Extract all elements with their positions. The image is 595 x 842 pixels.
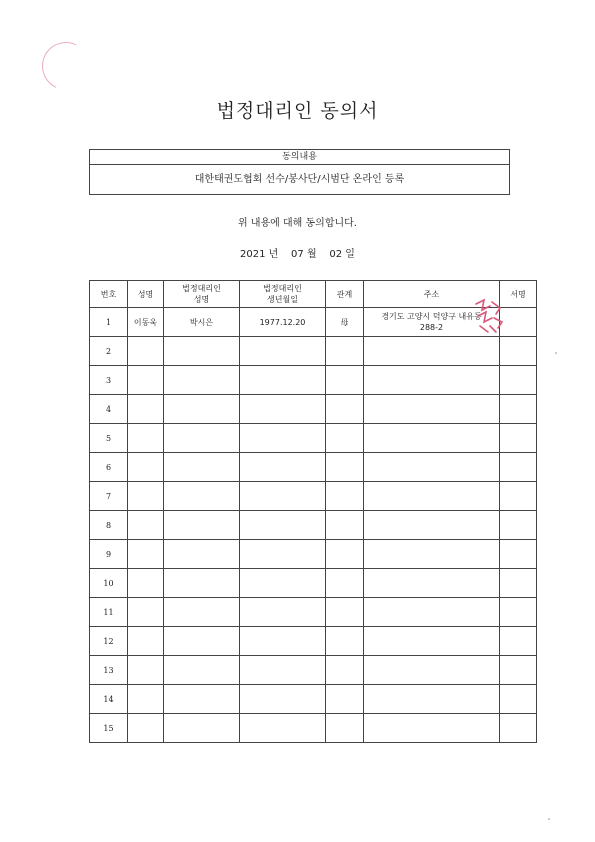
cell-guardian-birth <box>240 627 326 656</box>
cell-relation <box>326 366 364 395</box>
header-guardian-name: 법정대리인 성명 <box>164 281 240 308</box>
cell-name <box>128 569 164 598</box>
consent-heading: 동의내용 <box>90 150 509 165</box>
cell-guardian-birth <box>240 540 326 569</box>
table-row <box>90 656 537 685</box>
cell-guardian-birth: 1977.12.20 <box>240 308 326 337</box>
cell-no: 6 <box>90 453 128 482</box>
cell-signature <box>500 540 537 569</box>
cell-guardian-name <box>164 656 240 685</box>
corner-stamp-mark <box>35 35 97 97</box>
table-row <box>90 540 537 569</box>
cell-signature <box>500 627 537 656</box>
table-row <box>90 569 537 598</box>
date-month-unit: 월 <box>306 249 317 260</box>
cell-name <box>128 366 164 395</box>
guardian-table <box>89 280 537 743</box>
cell-no: 1 <box>90 308 128 337</box>
cell-relation <box>326 714 364 743</box>
cell-guardian-name: 박시은 <box>164 308 240 337</box>
cell-relation <box>326 453 364 482</box>
date-day: 02 <box>329 249 343 260</box>
cell-guardian-birth <box>240 569 326 598</box>
cell-signature <box>500 656 537 685</box>
header-no: 번호 <box>90 281 128 308</box>
cell-guardian-birth <box>240 366 326 395</box>
header-address: 주소 <box>364 281 500 308</box>
scan-speck <box>555 352 557 354</box>
cell-guardian-birth <box>240 453 326 482</box>
cell-address <box>364 395 500 424</box>
signature-stamp <box>470 296 508 336</box>
table-row <box>90 337 537 366</box>
table-row <box>90 482 537 511</box>
cell-name <box>128 685 164 714</box>
table-row <box>90 685 537 714</box>
cell-guardian-name <box>164 627 240 656</box>
cell-relation <box>326 598 364 627</box>
cell-guardian-birth <box>240 337 326 366</box>
cell-guardian-name <box>164 540 240 569</box>
cell-name: 이동욱 <box>128 308 164 337</box>
header-guardian-birth: 법정대리인 생년월일 <box>240 281 326 308</box>
cell-name <box>128 337 164 366</box>
cell-guardian-birth <box>240 511 326 540</box>
cell-name <box>128 656 164 685</box>
cell-address <box>364 337 500 366</box>
cell-address <box>364 424 500 453</box>
cell-no: 7 <box>90 482 128 511</box>
cell-relation <box>326 482 364 511</box>
cell-no: 9 <box>90 540 128 569</box>
cell-signature <box>500 337 537 366</box>
cell-signature <box>500 395 537 424</box>
cell-no: 13 <box>90 656 128 685</box>
cell-signature <box>500 685 537 714</box>
cell-guardian-name <box>164 598 240 627</box>
cell-signature <box>500 511 537 540</box>
table-row <box>90 366 537 395</box>
cell-signature <box>500 569 537 598</box>
cell-guardian-birth <box>240 395 326 424</box>
cell-no: 8 <box>90 511 128 540</box>
cell-name <box>128 627 164 656</box>
cell-address <box>364 598 500 627</box>
table-row <box>90 627 537 656</box>
document-title: 법정대리인 동의서 <box>216 100 379 122</box>
consent-content: 대한태권도협회 선수/봉사단/시범단 온라인 등록 <box>194 174 405 185</box>
cell-address <box>364 540 500 569</box>
cell-address <box>364 714 500 743</box>
cell-guardian-name <box>164 453 240 482</box>
header-name: 성명 <box>128 281 164 308</box>
cell-guardian-birth <box>240 598 326 627</box>
cell-guardian-name <box>164 366 240 395</box>
consent-box <box>89 149 510 195</box>
cell-guardian-name <box>164 511 240 540</box>
cell-guardian-name <box>164 714 240 743</box>
table-row <box>90 598 537 627</box>
cell-address <box>364 656 500 685</box>
table-row <box>90 424 537 453</box>
date-year-unit: 년 <box>268 249 279 260</box>
scan-speck <box>548 818 550 820</box>
cell-relation <box>326 685 364 714</box>
cell-address <box>364 569 500 598</box>
cell-guardian-birth <box>240 714 326 743</box>
cell-no: 2 <box>90 337 128 366</box>
date-month: 07 <box>291 249 304 260</box>
cell-signature <box>500 714 537 743</box>
agreement-statement: 위 내용에 대해 동의합니다. <box>238 218 357 229</box>
cell-address <box>364 685 500 714</box>
table-row <box>90 453 537 482</box>
date-year: 2021 <box>240 249 266 260</box>
cell-address <box>364 366 500 395</box>
cell-no: 14 <box>90 685 128 714</box>
cell-guardian-name <box>164 395 240 424</box>
cell-signature <box>500 598 537 627</box>
cell-relation <box>326 540 364 569</box>
cell-name <box>128 453 164 482</box>
cell-name <box>128 511 164 540</box>
cell-guardian-name <box>164 482 240 511</box>
cell-no: 15 <box>90 714 128 743</box>
cell-relation <box>326 424 364 453</box>
cell-name <box>128 540 164 569</box>
cell-address <box>364 453 500 482</box>
cell-signature <box>500 424 537 453</box>
cell-name <box>128 598 164 627</box>
cell-no: 4 <box>90 395 128 424</box>
cell-guardian-name <box>164 685 240 714</box>
cell-guardian-name <box>164 569 240 598</box>
cell-guardian-birth <box>240 482 326 511</box>
cell-name <box>128 714 164 743</box>
cell-no: 11 <box>90 598 128 627</box>
cell-signature <box>500 366 537 395</box>
cell-no: 10 <box>90 569 128 598</box>
cell-address: 경기도 고양시 덕양구 내유동 288-2 <box>364 308 500 337</box>
cell-relation <box>326 627 364 656</box>
header-relation: 관계 <box>326 281 364 308</box>
table-row <box>90 714 537 743</box>
header-signature: 서명 <box>500 281 537 308</box>
cell-relation <box>326 337 364 366</box>
cell-signature <box>500 453 537 482</box>
table-row <box>90 511 537 540</box>
cell-guardian-name <box>164 424 240 453</box>
cell-guardian-birth <box>240 656 326 685</box>
cell-guardian-birth <box>240 424 326 453</box>
cell-name <box>128 482 164 511</box>
cell-name <box>128 424 164 453</box>
cell-guardian-birth <box>240 685 326 714</box>
cell-relation: 母 <box>326 308 364 337</box>
cell-address <box>364 627 500 656</box>
date-day-unit: 일 <box>345 249 355 260</box>
cell-address <box>364 482 500 511</box>
cell-relation <box>326 569 364 598</box>
table-row <box>90 395 537 424</box>
cell-signature <box>500 482 537 511</box>
cell-no: 5 <box>90 424 128 453</box>
cell-relation <box>326 511 364 540</box>
cell-no: 12 <box>90 627 128 656</box>
cell-relation <box>326 395 364 424</box>
cell-name <box>128 395 164 424</box>
cell-address <box>364 511 500 540</box>
date-line <box>240 245 355 260</box>
cell-guardian-name <box>164 337 240 366</box>
cell-no: 3 <box>90 366 128 395</box>
cell-relation <box>326 656 364 685</box>
